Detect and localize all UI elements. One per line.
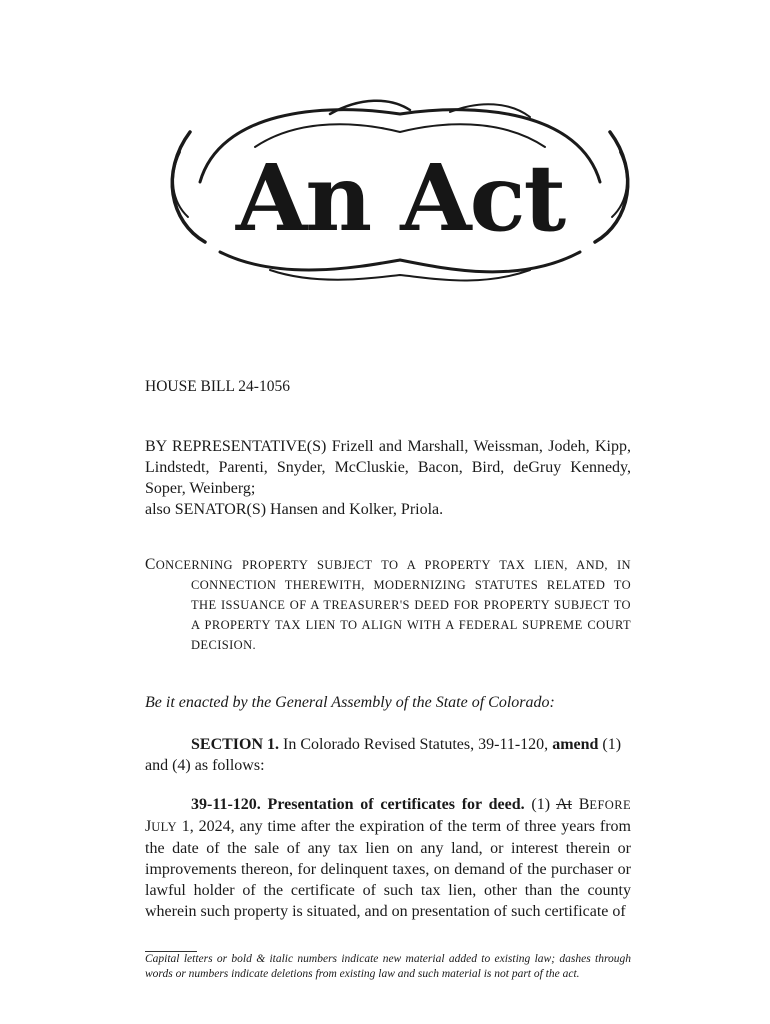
enacting-clause: Be it enacted by the General Assembly of the State of Colorado: — [145, 694, 555, 711]
inserted-cap-b: B — [571, 796, 590, 813]
flourish-left-paren — [172, 132, 205, 242]
logo-text: An Act — [235, 144, 565, 252]
bill-title — [145, 555, 631, 655]
section-text-after: (1) and (4) as follows: — [145, 736, 622, 774]
inserted-uly: ULY — [151, 820, 177, 834]
section-1 — [145, 734, 631, 776]
inserted-efore: EFORE — [589, 798, 632, 812]
statute-subsection: (1) — [524, 796, 556, 813]
sponsors — [145, 436, 631, 520]
statute-text — [145, 794, 631, 922]
flourish-arc-bottom — [220, 252, 580, 272]
title-continuation: CONNECTION THEREWITH, MODERNIZING STATUTES RELATED TO THE ISSUANCE OF A TREASURER'S DEED FOR PROPERTY SUBJECT TO A PROPERTY TAX LIEN TO ALIGN WITH A FEDERAL SUPREME COURT DECISION. — [191, 578, 631, 652]
statute-body: 1, 2024, any time after the expiration of the term of three years from the date of the sale of any tax lien on any land, or interest therein or improvements thereon, for delinquent taxes, on demand of the purchaser or lawful holder of the certificate of such tax lien, other than the county wherein such property is situated, and on presentation of such certificate of — [145, 818, 631, 920]
title-initial: C — [145, 556, 156, 573]
bill-number: HOUSE BILL 24-1056 — [145, 378, 290, 395]
amend-keyword: amend — [552, 736, 599, 753]
section-label: SECTION 1. — [191, 736, 280, 753]
flourish-right-paren — [595, 132, 628, 242]
representatives-list: BY REPRESENTATIVE(S) Frizell and Marshall, Weissman, Jodeh, Kipp, Lindstedt, Parenti, Snyder, McCluskie, Bacon, Bird, deGruy Kennedy, Soper, Weinberg; — [145, 438, 631, 497]
an-act-logo — [160, 92, 640, 292]
title-first-line — [145, 555, 631, 575]
senators-list: also SENATOR(S) Hansen and Kolker, Priola. — [145, 501, 444, 518]
struck-text: At — [555, 796, 572, 813]
section-text-before: In Colorado Revised Statutes, 39-11-120, — [279, 736, 553, 753]
title-first-line-text: ONCERNING PROPERTY SUBJECT TO A PROPERTY TAX LIEN, AND, IN — [155, 558, 631, 572]
statute-heading: 39-11-120. Presentation of certificates for deed. — [191, 796, 525, 813]
footnote: Capital letters or bold & italic numbers indicate new material added to existing law; dashes through words or numbers indicate deletions from existing law and such material is not part of the act. — [145, 953, 631, 980]
inserted-cap-j: J — [145, 818, 152, 835]
